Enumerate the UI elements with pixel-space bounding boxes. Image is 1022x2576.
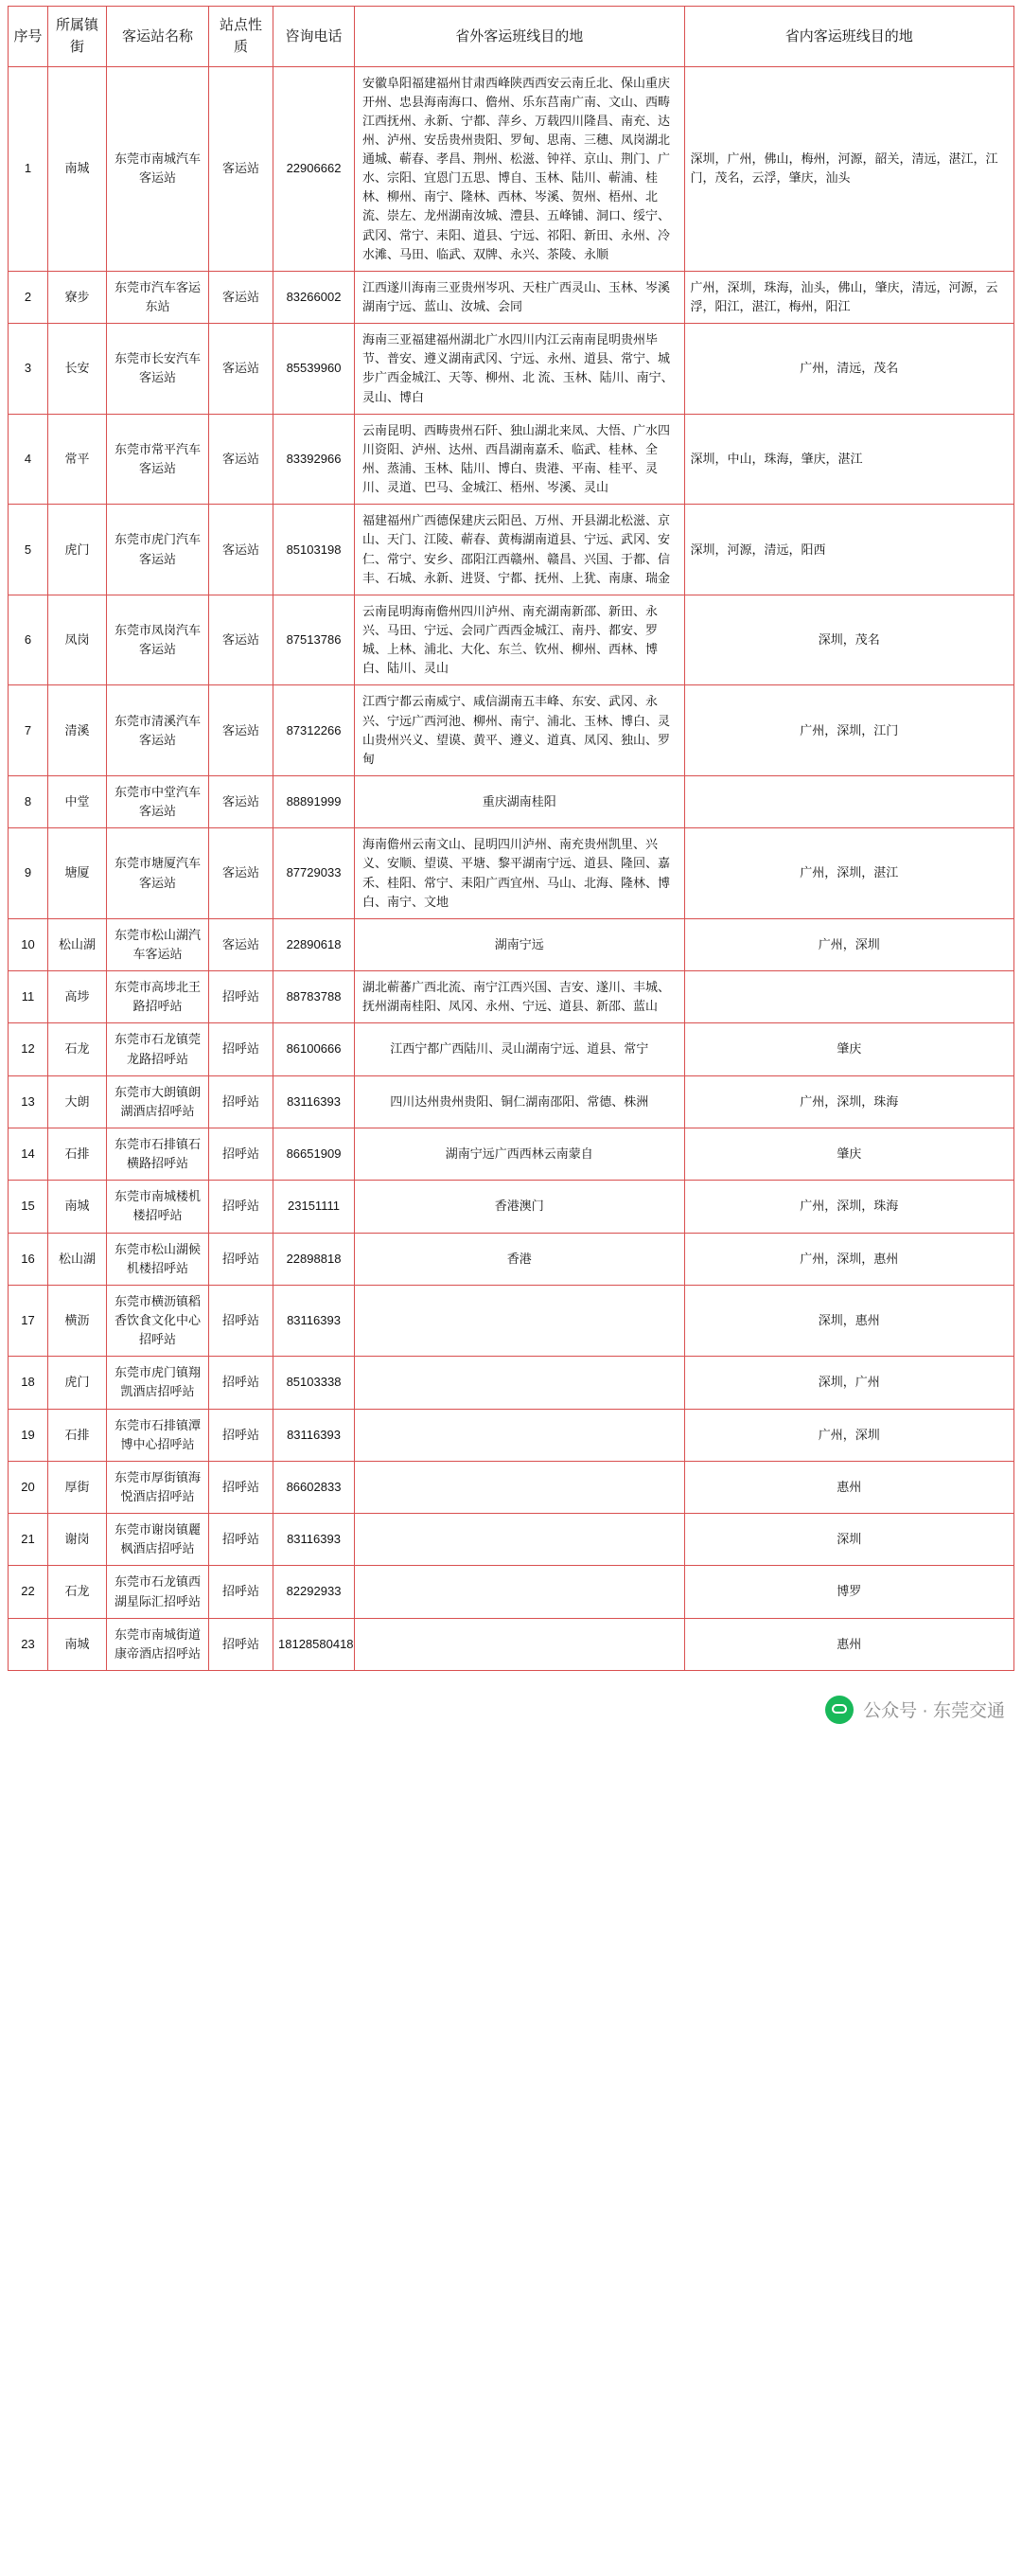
cell-station-type: 客运站 [209, 324, 273, 415]
cell-town: 中堂 [48, 776, 107, 828]
cell-station-name: 东莞市高埗北王路招呼站 [107, 971, 209, 1023]
cell-station-type: 招呼站 [209, 971, 273, 1023]
header-phone: 咨询电话 [273, 7, 355, 67]
cell-station-name: 东莞市长安汽车客运站 [107, 324, 209, 415]
table-row [9, 1285, 1014, 1356]
cell-station-type: 招呼站 [209, 1618, 273, 1670]
cell-in-province: 广州，深圳，江门 [684, 685, 1014, 776]
cell-town: 南城 [48, 1181, 107, 1233]
cell-in-province: 广州，深圳，珠海 [684, 1181, 1014, 1233]
cell-out-province: 云南昆明海南儋州四川泸州、南充湖南新邵、新田、永兴、马田、宁远、会同广西西金城江、南丹、都安、罗城、上林、浦北、大化、东兰、钦州、柳州、西林、博白、陆川、灵山 [355, 595, 685, 685]
cell-in-province: 广州，清远，茂名 [684, 324, 1014, 415]
cell-station-type: 招呼站 [209, 1514, 273, 1566]
cell-in-province: 博罗 [684, 1566, 1014, 1618]
cell-no: 8 [9, 776, 48, 828]
cell-station-type: 招呼站 [209, 1285, 273, 1356]
cell-no: 12 [9, 1023, 48, 1075]
cell-phone: 87513786 [273, 595, 355, 685]
cell-station-name: 东莞市中堂汽车客运站 [107, 776, 209, 828]
cell-town: 石排 [48, 1409, 107, 1461]
header-town: 所属镇街 [48, 7, 107, 67]
table-row [9, 1023, 1014, 1075]
cell-phone: 18128580418 [273, 1618, 355, 1670]
cell-station-name: 东莞市大朗镇朗湖酒店招呼站 [107, 1075, 209, 1128]
cell-station-name: 东莞市南城汽车客运站 [107, 66, 209, 271]
cell-station-type: 客运站 [209, 918, 273, 970]
cell-no: 14 [9, 1128, 48, 1180]
cell-town: 大朗 [48, 1075, 107, 1128]
cell-in-province: 广州，深圳 [684, 918, 1014, 970]
cell-station-name: 东莞市横沥镇稻香饮食文化中心招呼站 [107, 1285, 209, 1356]
cell-station-name: 东莞市汽车客运东站 [107, 271, 209, 323]
cell-in-province: 深圳 [684, 1514, 1014, 1566]
table-row [9, 1075, 1014, 1128]
cell-in-province: 肇庆 [684, 1128, 1014, 1180]
cell-no: 19 [9, 1409, 48, 1461]
table-row [9, 1409, 1014, 1461]
cell-phone: 22898818 [273, 1233, 355, 1285]
cell-phone: 85539960 [273, 324, 355, 415]
cell-phone: 88891999 [273, 776, 355, 828]
cell-station-type: 招呼站 [209, 1357, 273, 1409]
cell-station-type: 招呼站 [209, 1128, 273, 1180]
cell-town: 清溪 [48, 685, 107, 776]
cell-phone: 83116393 [273, 1075, 355, 1128]
cell-station-type: 客运站 [209, 505, 273, 595]
cell-in-province [684, 971, 1014, 1023]
cell-station-name: 东莞市清溪汽车客运站 [107, 685, 209, 776]
header-station-name: 客运站名称 [107, 7, 209, 67]
cell-town: 长安 [48, 324, 107, 415]
cell-town: 寮步 [48, 271, 107, 323]
watermark [825, 1696, 1005, 1724]
cell-station-type: 客运站 [209, 271, 273, 323]
cell-no: 7 [9, 685, 48, 776]
cell-in-province: 深圳，茂名 [684, 595, 1014, 685]
cell-station-name: 东莞市谢岗镇麗枫酒店招呼站 [107, 1514, 209, 1566]
cell-no: 18 [9, 1357, 48, 1409]
table-row [9, 324, 1014, 415]
cell-no: 3 [9, 324, 48, 415]
table-header [9, 7, 1014, 67]
cell-no: 5 [9, 505, 48, 595]
cell-no: 1 [9, 66, 48, 271]
cell-in-province: 深圳，中山，珠海，肇庆，湛江 [684, 414, 1014, 505]
cell-out-province: 安徽阜阳福建福州甘肃西峰陕西西安云南丘北、保山重庆开州、忠县海南海口、儋州、乐东莒南广南、文山、西畴江西抚州、永新、宁都、萍乡、万载四川隆昌、南充、达州、泸州、安岳贵州贵阳、罗甸、思南、三穗、凤岗湖北通城、蕲春、孝昌、荆州、松滋、钟祥、京山、荆门、广水、宗阳、宜恩门五思、博自、玉林、陆川、蕲浦、桂林、柳州、南宁、隆林、西林、岑溪、贺州、梧州、北流、崇左、龙州湖南汝城、澧县、五峰铺、洞口、绥宁、武冈、常宁、耒阳、道县、宁远、祁阳、新田、永州、冷水滩、马田、临武、双牌、永兴、茶陵、永顺 [355, 66, 685, 271]
header-out-province-destinations: 省外客运班线目的地 [355, 7, 685, 67]
cell-out-province [355, 1618, 685, 1670]
cell-phone: 85103198 [273, 505, 355, 595]
cell-station-name: 东莞市虎门镇翔凯酒店招呼站 [107, 1357, 209, 1409]
header-no: 序号 [9, 7, 48, 67]
footer-area [0, 1671, 1022, 1737]
table-row [9, 505, 1014, 595]
cell-phone: 86100666 [273, 1023, 355, 1075]
cell-phone: 87312266 [273, 685, 355, 776]
cell-town: 石龙 [48, 1023, 107, 1075]
cell-in-province: 肇庆 [684, 1023, 1014, 1075]
table-row [9, 1181, 1014, 1233]
cell-station-name: 东莞市厚街镇海悦酒店招呼站 [107, 1461, 209, 1513]
table-row [9, 271, 1014, 323]
cell-no: 16 [9, 1233, 48, 1285]
cell-phone: 83266002 [273, 271, 355, 323]
cell-no: 21 [9, 1514, 48, 1566]
cell-no: 6 [9, 595, 48, 685]
cell-station-type: 客运站 [209, 414, 273, 505]
cell-out-province: 江西遂川海南三亚贵州岑巩、天柱广西灵山、玉林、岑溪湖南宁远、蓝山、汝城、会同 [355, 271, 685, 323]
table-row [9, 828, 1014, 919]
cell-in-province: 广州，深圳，湛江 [684, 828, 1014, 919]
cell-in-province: 深圳，广州，佛山，梅州，河源，韶关，清远，湛江，江门，茂名，云浮，肇庆，汕头 [684, 66, 1014, 271]
cell-in-province: 惠州 [684, 1461, 1014, 1513]
cell-station-name: 东莞市南城楼机楼招呼站 [107, 1181, 209, 1233]
cell-no: 11 [9, 971, 48, 1023]
cell-station-type: 客运站 [209, 595, 273, 685]
cell-town: 石排 [48, 1128, 107, 1180]
cell-station-type: 招呼站 [209, 1233, 273, 1285]
cell-town: 虎门 [48, 1357, 107, 1409]
header-in-province-destinations: 省内客运班线目的地 [684, 7, 1014, 67]
cell-out-province [355, 1409, 685, 1461]
cell-out-province: 云南昆明、西畴贵州石阡、独山湖北来凤、大悟、广水四川资阳、泸州、达州、西昌湖南嘉禾、临武、桂林、全州、蒸浦、玉林、陆川、博白、贵港、平南、桂平、灵川、灵道、巴马、金城江、梧州、岑溪、灵山 [355, 414, 685, 505]
header-station-type: 站点性质 [209, 7, 273, 67]
cell-station-name: 东莞市石龙镇莞龙路招呼站 [107, 1023, 209, 1075]
cell-station-type: 招呼站 [209, 1023, 273, 1075]
cell-phone: 85103338 [273, 1357, 355, 1409]
table-row [9, 776, 1014, 828]
cell-phone: 83116393 [273, 1285, 355, 1356]
cell-out-province: 江西宁都云南威宁、咸信湖南五丰峰、东安、武冈、永兴、宁远广西河池、柳州、南宁、浦北、玉林、博白、灵山贵州兴义、望谟、黄平、遵义、道真、凤冈、独山、罗甸 [355, 685, 685, 776]
table-row [9, 971, 1014, 1023]
watermark-text: 公众号 · 东莞交通 [863, 1701, 1005, 1722]
cell-in-province [684, 776, 1014, 828]
header-row [9, 7, 1014, 67]
cell-out-province: 福建福州广西德保建庆云阳邑、万州、开县湖北松滋、京山、天门、江陵、蕲春、黄梅湖南道县、宁远、武冈、安仁、常宁、安乡、邵阳江西赣州、赣昌、兴国、于都、信丰、石城、永新、进贤、宁都、抚州、上犹、南康、瑞金 [355, 505, 685, 595]
cell-town: 松山湖 [48, 1233, 107, 1285]
cell-no: 4 [9, 414, 48, 505]
cell-town: 松山湖 [48, 918, 107, 970]
cell-phone: 23151111 [273, 1181, 355, 1233]
cell-town: 塘厦 [48, 828, 107, 919]
cell-station-name: 东莞市石龙镇西湖星际汇招呼站 [107, 1566, 209, 1618]
cell-out-province: 湖南宁远广西西林云南蒙自 [355, 1128, 685, 1180]
cell-station-type: 招呼站 [209, 1409, 273, 1461]
cell-no: 17 [9, 1285, 48, 1356]
cell-in-province: 广州，深圳，珠海 [684, 1075, 1014, 1128]
cell-in-province: 广州，深圳，惠州 [684, 1233, 1014, 1285]
cell-town: 南城 [48, 1618, 107, 1670]
cell-in-province: 深圳，惠州 [684, 1285, 1014, 1356]
cell-town: 厚街 [48, 1461, 107, 1513]
cell-in-province: 广州，深圳 [684, 1409, 1014, 1461]
cell-out-province: 重庆湖南桂阳 [355, 776, 685, 828]
cell-station-type: 招呼站 [209, 1461, 273, 1513]
table-row [9, 414, 1014, 505]
cell-out-province [355, 1566, 685, 1618]
table-row [9, 1357, 1014, 1409]
cell-out-province: 香港 [355, 1233, 685, 1285]
cell-no: 2 [9, 271, 48, 323]
table-row [9, 1514, 1014, 1566]
cell-station-name: 东莞市常平汽车客运站 [107, 414, 209, 505]
cell-town: 石龙 [48, 1566, 107, 1618]
cell-town: 高埗 [48, 971, 107, 1023]
cell-phone: 22906662 [273, 66, 355, 271]
cell-station-name: 东莞市凤岗汽车客运站 [107, 595, 209, 685]
wechat-icon [825, 1696, 854, 1724]
cell-out-province: 湖南宁远 [355, 918, 685, 970]
cell-no: 13 [9, 1075, 48, 1128]
cell-phone: 87729033 [273, 828, 355, 919]
cell-station-type: 招呼站 [209, 1566, 273, 1618]
cell-out-province [355, 1461, 685, 1513]
cell-in-province: 深圳，河源，清远，阳西 [684, 505, 1014, 595]
cell-town: 常平 [48, 414, 107, 505]
cell-phone: 22890618 [273, 918, 355, 970]
cell-in-province: 深圳，广州 [684, 1357, 1014, 1409]
cell-station-type: 客运站 [209, 66, 273, 271]
table-row [9, 685, 1014, 776]
table-body [9, 66, 1014, 1670]
table-row [9, 1233, 1014, 1285]
cell-out-province: 海南三亚福建福州湖北广水四川内江云南南昆明贵州毕节、普安、遵义湖南武冈、宁远、永州、道县、常宁、城步广西金城江、天等、柳州、北 流、玉林、陆川、南宁、灵山、博白 [355, 324, 685, 415]
cell-out-province: 湖北蕲蕃广西北流、南宁江西兴国、吉安、遂川、丰城、抚州湖南桂阳、凤冈、永州、宁远、道县、新邵、蓝山 [355, 971, 685, 1023]
cell-station-name: 东莞市塘厦汽车客运站 [107, 828, 209, 919]
table-row [9, 1618, 1014, 1670]
cell-station-type: 招呼站 [209, 1181, 273, 1233]
cell-station-type: 客运站 [209, 776, 273, 828]
cell-town: 凤岗 [48, 595, 107, 685]
cell-station-name: 东莞市松山湖汽车客运站 [107, 918, 209, 970]
cell-out-province [355, 1514, 685, 1566]
table-row [9, 66, 1014, 271]
cell-station-name: 东莞市石排镇潭博中心招呼站 [107, 1409, 209, 1461]
table-row [9, 595, 1014, 685]
cell-out-province: 香港澳门 [355, 1181, 685, 1233]
bus-station-table [8, 6, 1014, 1671]
cell-town: 横沥 [48, 1285, 107, 1356]
cell-station-type: 客运站 [209, 828, 273, 919]
cell-out-province [355, 1285, 685, 1356]
table-row [9, 918, 1014, 970]
cell-in-province: 惠州 [684, 1618, 1014, 1670]
cell-town: 虎门 [48, 505, 107, 595]
cell-phone: 86651909 [273, 1128, 355, 1180]
cell-town: 南城 [48, 66, 107, 271]
cell-no: 10 [9, 918, 48, 970]
cell-no: 20 [9, 1461, 48, 1513]
cell-in-province: 广州，深圳，珠海，汕头，佛山，肇庆，清远，河源，云浮，阳江，湛江，梅州，阳江 [684, 271, 1014, 323]
table-row [9, 1128, 1014, 1180]
cell-station-name: 东莞市南城街道康帝酒店招呼站 [107, 1618, 209, 1670]
cell-station-name: 东莞市虎门汽车客运站 [107, 505, 209, 595]
cell-station-type: 客运站 [209, 685, 273, 776]
cell-no: 23 [9, 1618, 48, 1670]
cell-phone: 83392966 [273, 414, 355, 505]
cell-phone: 82292933 [273, 1566, 355, 1618]
cell-phone: 83116393 [273, 1409, 355, 1461]
cell-no: 22 [9, 1566, 48, 1618]
cell-phone: 86602833 [273, 1461, 355, 1513]
cell-station-name: 东莞市松山湖候机楼招呼站 [107, 1233, 209, 1285]
cell-station-type: 招呼站 [209, 1075, 273, 1128]
cell-out-province [355, 1357, 685, 1409]
cell-out-province: 海南儋州云南文山、昆明四川泸州、南充贵州凯里、兴义、安顺、望谟、平塘、黎平湖南宁远、道县、隆回、嘉禾、桂阳、常宁、耒阳广西宜州、马山、北海、隆林、博白、南宁、文地 [355, 828, 685, 919]
table-row [9, 1566, 1014, 1618]
cell-no: 15 [9, 1181, 48, 1233]
table-row [9, 1461, 1014, 1513]
cell-out-province: 江西宁都广西陆川、灵山湖南宁远、道县、常宁 [355, 1023, 685, 1075]
cell-station-name: 东莞市石排镇石横路招呼站 [107, 1128, 209, 1180]
cell-phone: 83116393 [273, 1514, 355, 1566]
cell-phone: 88783788 [273, 971, 355, 1023]
cell-out-province: 四川达州贵州贵阳、铜仁湖南邵阳、常德、株洲 [355, 1075, 685, 1128]
cell-town: 谢岗 [48, 1514, 107, 1566]
cell-no: 9 [9, 828, 48, 919]
